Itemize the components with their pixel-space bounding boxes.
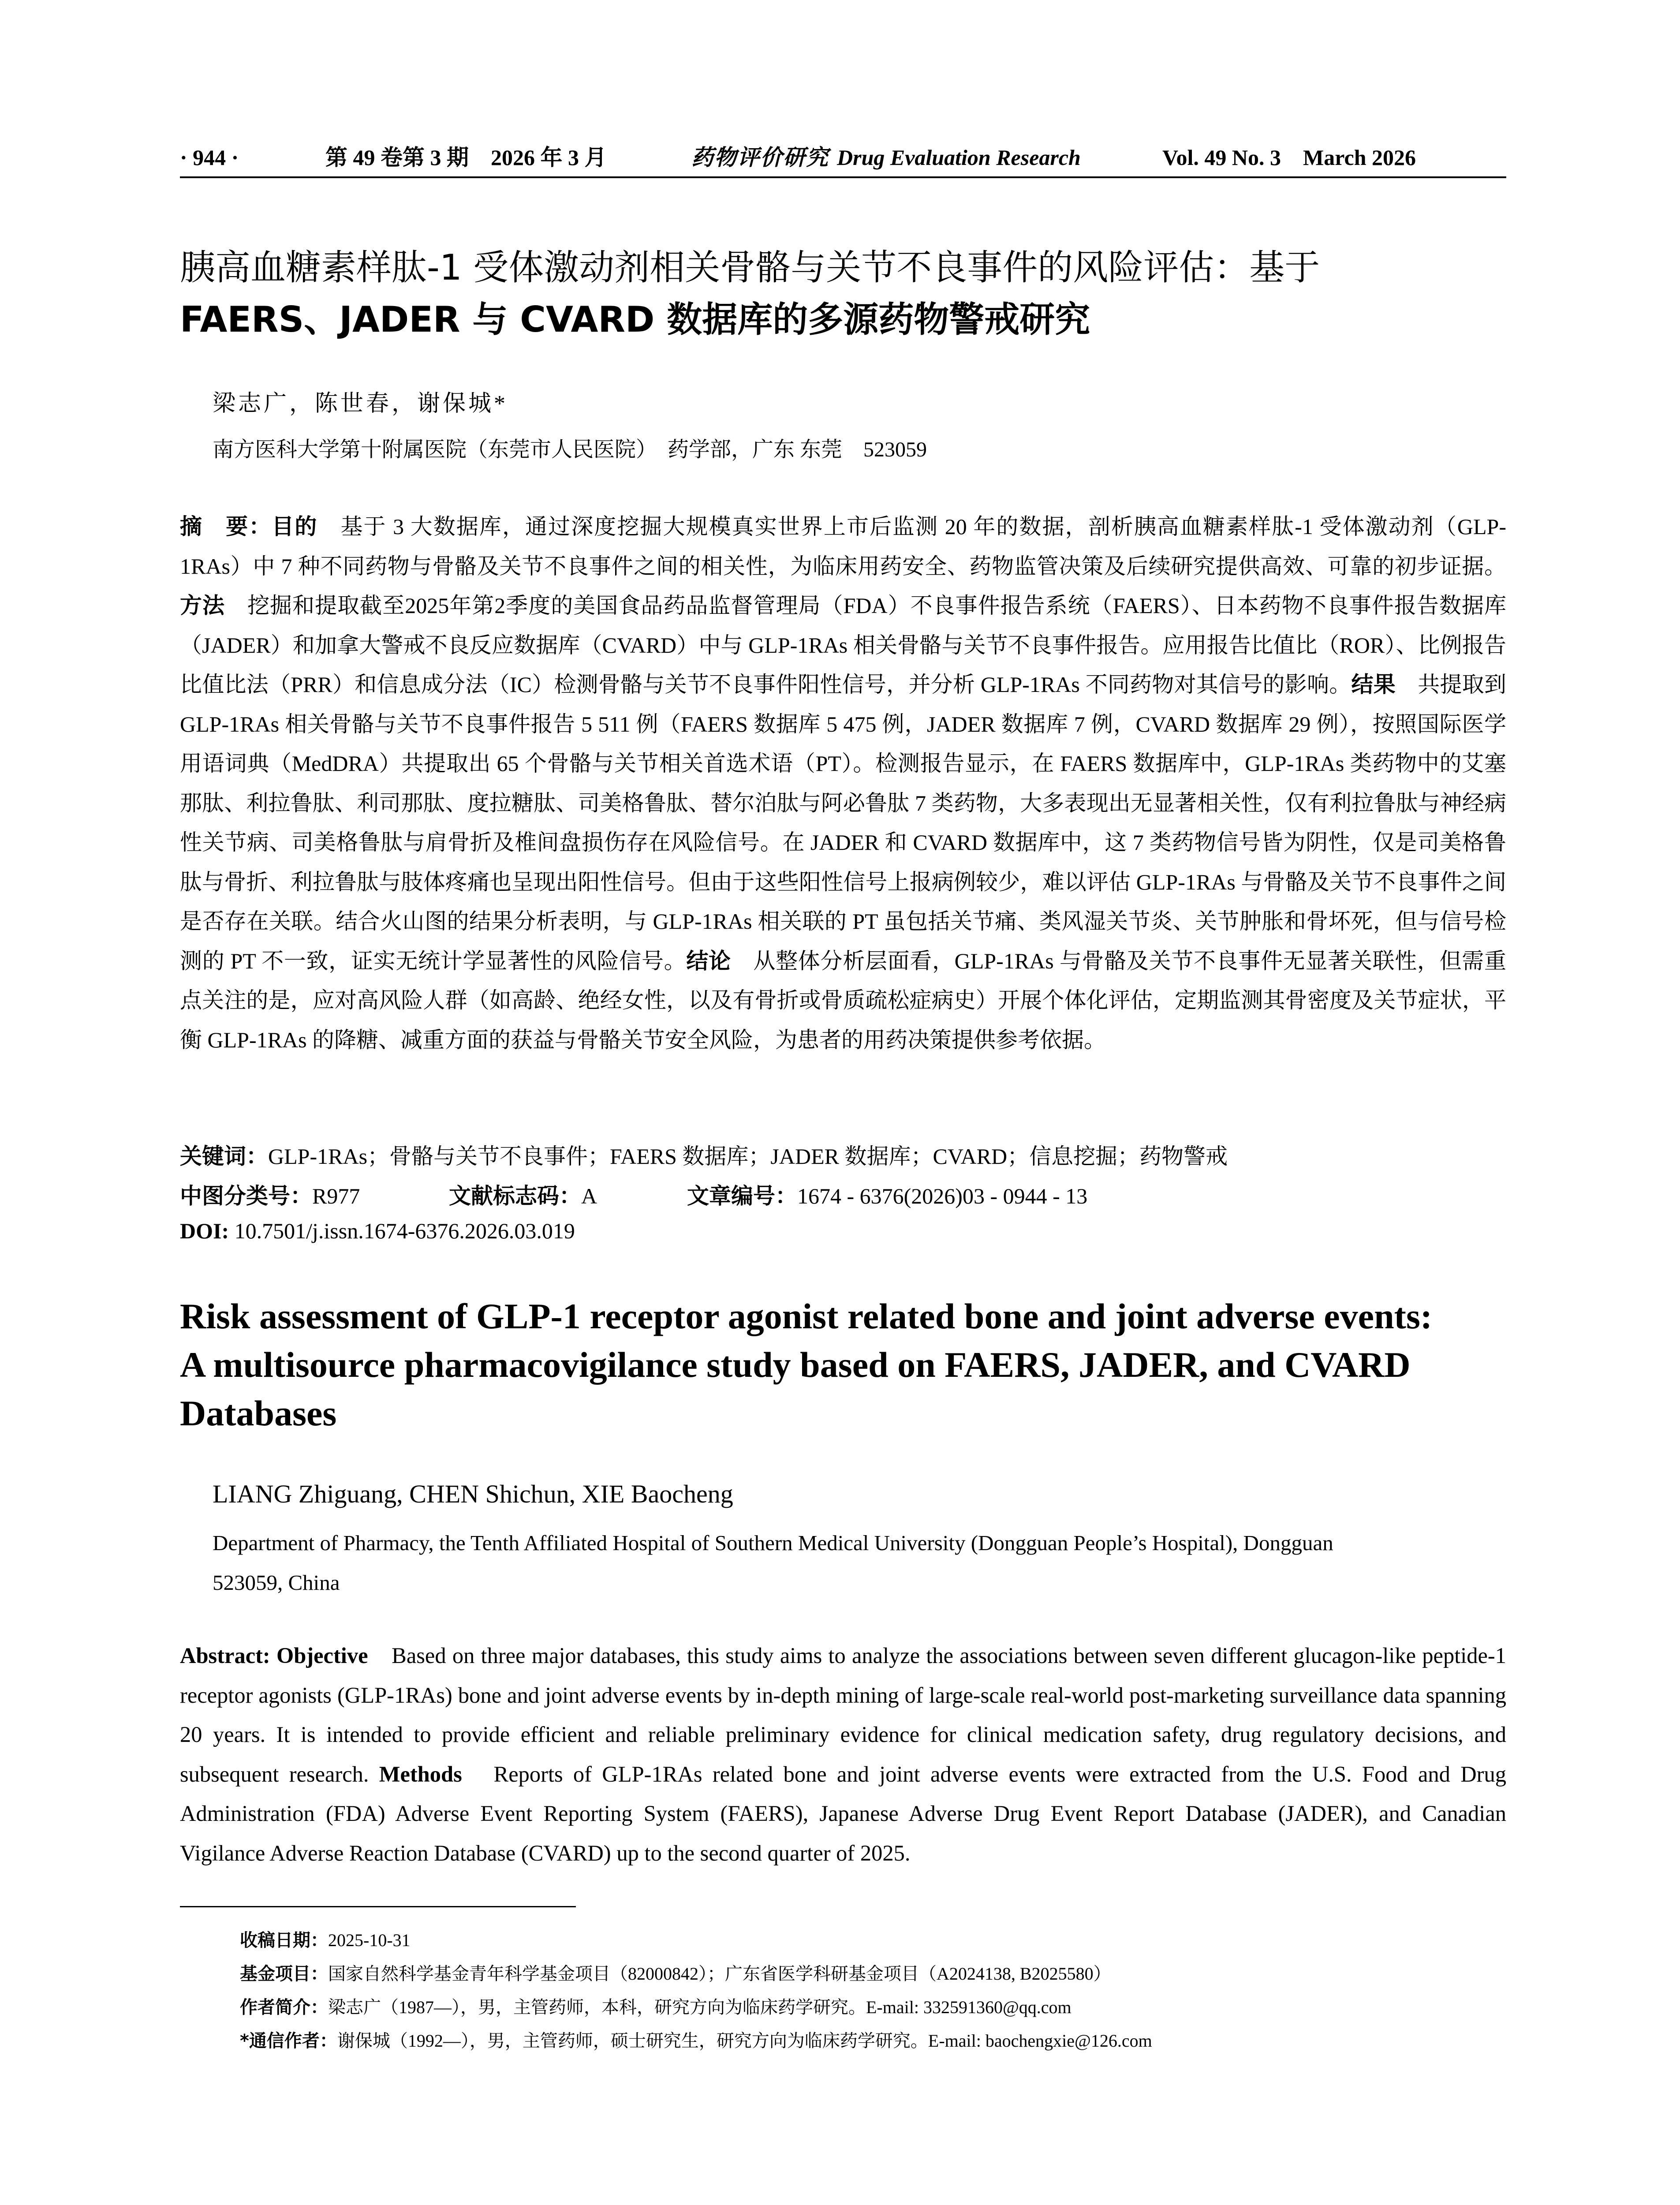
doc-code-value: A (581, 1184, 597, 1208)
keywords-cn (180, 1139, 1228, 1170)
doi-label: DOI: (180, 1218, 229, 1243)
footnote-received (240, 1924, 1152, 1957)
clc-label: 中图分类号： (180, 1183, 312, 1209)
affiliation-en-line-2: 523059, China (213, 1570, 340, 1595)
fund-text: 国家自然科学基金青年科学基金项目（82000842）；广东省医学科研基金项目（A2024138, B2025580） (328, 1964, 1111, 1984)
classification-line (180, 1178, 1087, 1210)
abstract-en-label: Abstract: Objective (180, 1643, 368, 1668)
methods-text-en: Reports of GLP-1RAs related bone and joint adverse events were extracted from the U.S. Food and Drug Administration (FDA) Adverse Event Reporting System (FAERS), Japanese Adverse Drug Event Report Database (JADER), and Canadian Vigilance Adverse Reaction Database (CVARD) up to the second quarter of 2025. (180, 1761, 1506, 1865)
objective-label-cn: 目的 (272, 514, 318, 539)
title-en-line-2: A multisource pharmacovigilance study based on FAERS, JADER, and CVARD (180, 1345, 1411, 1385)
keywords-cn-label: 关键词： (180, 1144, 268, 1169)
footnote-fund (240, 1957, 1152, 1991)
title-cn (180, 242, 1516, 346)
conclusion-text-cn: 从整体分析层面看，GLP-1RAs 与骨骼及关节不良事件无显著关联性，但需重点关注的是，应对高风险人群（如高龄、绝经女性，以及有骨折或骨质疏松症病史）开展个体化评估，定期监测其骨密度及关节症状，平衡 GLP-1RAs 的降糖、减重方面的获益与骨骼关节安全风险，为患者的用药决策提供参考依据。 (180, 948, 1506, 1052)
header-rule (180, 176, 1506, 178)
footnote-author (240, 1991, 1152, 2024)
methods-text-cn: 挖掘和提取截至2025年第2季度的美国食品药品监督管理局（FDA）不良事件报告系统（FAERS）、日本药物不良事件报告数据库（JADER）和加拿大警戒不良反应数据库（CVARD）中与 GLP-1RAs 相关骨骼与关节不良事件报告。应用报告比值比（ROR）、比例报告比值比法（PRR）和信息成分法（IC）检测骨骼与关节不良事件阳性信号，并分析 GLP-1RAs 不同药物对其信号的影响。 (180, 593, 1506, 697)
corresponding-text: 谢保城（1992—），男，主管药师，硕士研究生，研究方向为临床药学研究。E-mail: baochengxie@126.com (337, 2031, 1152, 2051)
running-header (180, 140, 1506, 175)
title-en-line-3: Databases (180, 1393, 337, 1433)
doi-line (180, 1218, 575, 1244)
abstract-cn-label: 摘 要： (180, 514, 272, 539)
authors-en: LIANG Zhiguang, CHEN Shichun, XIE Baocheng (213, 1480, 733, 1508)
corresponding-label: *通信作者： (240, 2031, 337, 2051)
title-en (180, 1292, 1512, 1438)
page-number: · 944 · (180, 145, 239, 170)
issue-en: Vol. 49 No. 3 March 2026 (1162, 145, 1416, 170)
methods-label-en: Methods (379, 1761, 462, 1786)
issue-cn: 第 49 卷第 3 期 2026 年 3 月 (325, 145, 607, 170)
affiliation-en (213, 1523, 1513, 1603)
abstract-cn (180, 507, 1506, 1060)
affiliation-cn: 南方医科大学第十附属医院（东莞市人民医院） 药学部，广东 东莞 523059 (213, 438, 927, 461)
title-cn-line-2: FAERS、JADER 与 CVARD 数据库的多源药物警戒研究 (180, 299, 1090, 340)
objective-text-en: Based on three major databases, this study aims to analyze the associations between seven different glucagon-like peptide-1 receptor agonists (GLP-1RAs) bone and joint adverse events by in-depth mining of large-scale real-world post-marketing surveillance data spanning 20 years. It is intended to provide efficient and reliable preliminary evidence for clinical medication safety, drug regulatory decisions, and subsequent research. (180, 1643, 1506, 1786)
affiliation-en-line-1: Department of Pharmacy, the Tenth Affiliated Hospital of Southern Medical University (Dongguan People’s Hospital), Dongguan (213, 1531, 1333, 1555)
article-no-label: 文章编号： (687, 1183, 797, 1209)
author-bio-text: 梁志广（1987—），男，主管药师，本科，研究方向为临床药学研究。E-mail: 332591360@qq.com (328, 1997, 1071, 2017)
footnotes (240, 1924, 1152, 2058)
objective-text-cn: 基于 3 大数据库，通过深度挖掘大规模真实世界上市后监测 20 年的数据，剖析胰高血糖素样肽-1 受体激动剂（GLP-1RAs）中 7 种不同药物与骨骼及关节不良事件之间的相关性，为临床用药安全、药物监管决策及后续研究提供高效、可靠的初步证据。 (180, 514, 1507, 579)
title-en-line-1: Risk assessment of GLP-1 receptor agonist related bone and joint adverse events: (180, 1296, 1433, 1336)
doi-value[interactable]: 10.7501/j.issn.1674-6376.2026.03.019 (229, 1218, 575, 1243)
methods-label-cn: 方法 (180, 593, 225, 618)
abstract-en (180, 1636, 1506, 1873)
title-cn-line-1: 胰高血糖素样肽-1 受体激动剂相关骨骼与关节不良事件的风险评估：基于 (180, 247, 1320, 288)
authors-cn: 梁志广，陈世春，谢保城* (213, 391, 508, 416)
clc-value: R977 (312, 1184, 360, 1208)
journal-name-en: Drug Evaluation Research (837, 145, 1081, 170)
journal-logo-cn: 药物评价研究 (691, 144, 829, 170)
conclusion-label-cn: 结论 (686, 948, 731, 974)
results-label-cn: 结果 (1351, 672, 1396, 697)
author-bio-label: 作者简介： (240, 1997, 328, 2018)
footnote-rule (180, 1906, 576, 1907)
results-text-cn: 共提取到 GLP-1RAs 相关骨骼与关节不良事件报告 5 511 例（FAERS 数据库 5 475 例，JADER 数据库 7 例，CVARD 数据库 29 例），按照国际医学用语词典（MedDRA）共提取出 65 个骨骼与关节相关首选术语（PT）。检测报告显示，在 FAERS 数据库中，GLP-1RAs 类药物中的艾塞那肽、利拉鲁肽、利司那肽、度拉糖肽、司美格鲁肽、替尔泊肽与阿必鲁肽 7 类药物，大多表现出无显著相关性，仅有利拉鲁肽与神经病性关节病、司美格鲁肽与肩骨折及椎间盘损伤存在风险信号。在 JADER 和 CVARD 数据库中，这 7 类药物信号皆为阴性，仅是司美格鲁肽与骨折、利拉鲁肽与肢体疼痛也呈现出阳性信号。但由于这些阳性信号上报病例较少，难以评估 GLP-1RAs 与骨骼及关节不良事件之间是否存在关联。结合火山图的结果分析表明，与 GLP-1RAs 相关联的 PT 虽包括关节痛、类风湿关节炎、关节肿胀和骨坏死，但与信号检测的 PT 不一致，证实无统计学显著性的风险信号。 (180, 672, 1507, 973)
received-date: 2025-10-31 (328, 1930, 411, 1950)
doc-code-label: 文献标志码： (449, 1183, 581, 1209)
footnote-corresponding (240, 2024, 1152, 2058)
fund-label: 基金项目： (240, 1964, 328, 1984)
keywords-cn-text: GLP-1RAs；骨骼与关节不良事件；FAERS 数据库；JADER 数据库；CVARD；信息挖掘；药物警戒 (268, 1144, 1228, 1169)
received-label: 收稿日期： (240, 1930, 328, 1951)
article-no-value: 1674 - 6376(2026)03 - 0944 - 13 (797, 1184, 1088, 1208)
